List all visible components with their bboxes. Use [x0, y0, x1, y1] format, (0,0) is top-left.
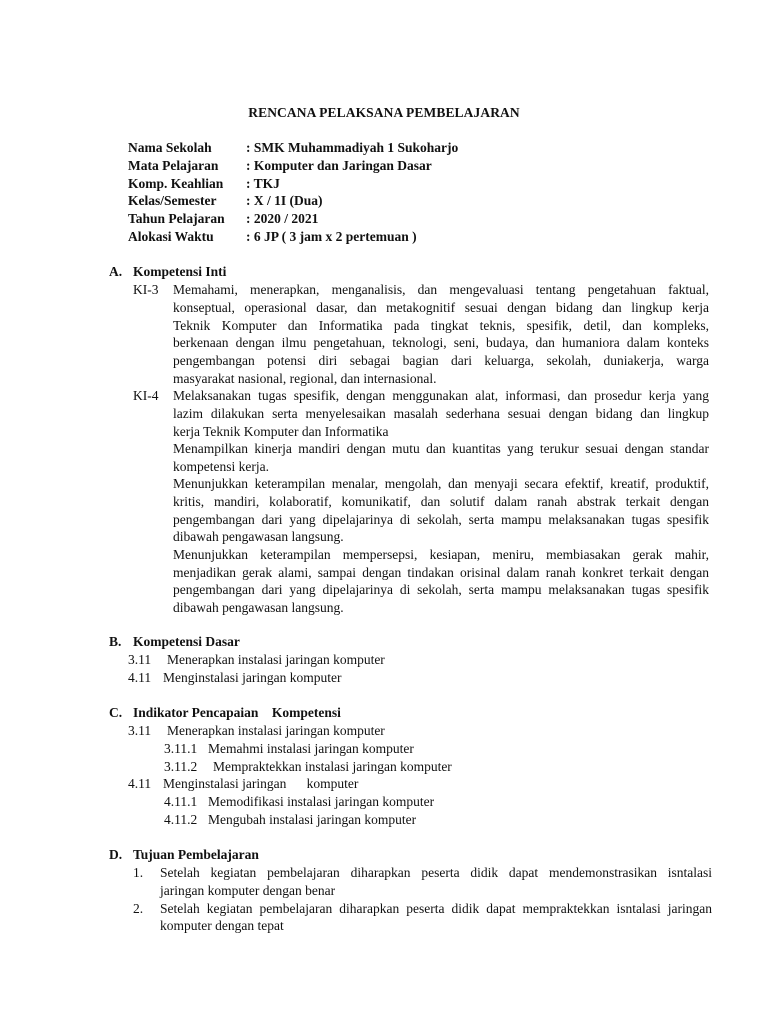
ki4-line: menjadikan gerak alami, sampai dengan tindakan orisinal dalam ranah konkret terkait dengan [173, 565, 709, 580]
indicator-text: Mengubah instalasi jaringan komputer [208, 812, 417, 827]
identity-value: : 6 JP ( 3 jam x 2 pertemuan ) [246, 229, 417, 244]
ki4-line: pengembangan dari yang dipelajarinya di sekolah, serta mampu melaksanakan tugas spesifik [173, 512, 709, 527]
section-title: Indikator Pencapaian Kompetensi [133, 705, 341, 720]
ki4-line: Menampilkan kinerja mandiri dengan mutu dan kuantitas yang terukur sesuai dengan standar [173, 441, 709, 456]
objective-number: 2. [133, 901, 144, 916]
ki4-line: Melaksanakan tugas spesifik, dengan menggunakan alat, informasi, dan prosedur kerja yang [173, 388, 709, 403]
ki3-label: KI-3 [133, 282, 159, 297]
ki3-line: pengembangan potensi diri sebagai bagian dari keluarga, sekolah, duniakerja, warga [173, 353, 709, 368]
document-title: RENCANA PELAKSANA PEMBELAJARAN [248, 105, 520, 120]
ki4-line: dibawah pengawasan langsung. [173, 529, 344, 544]
indicator-number: 4.11.2 [164, 812, 198, 827]
indicator-number: 3.11 [128, 723, 152, 738]
ki4-line: kompetensi kerja. [173, 459, 269, 474]
kd-number: 4.11 [128, 670, 152, 685]
indicator-text: Memodifikasi instalasi jaringan komputer [208, 794, 435, 809]
ki4-line: dibawah pengawasan langsung. [173, 600, 344, 615]
identity-label: Alokasi Waktu [128, 229, 214, 244]
section-letter: A. [109, 264, 123, 279]
kd-number: 3.11 [128, 652, 152, 667]
objective-line: Setelah kegiatan pembelajaran diharapkan peserta didik dapat mempraktekkan isntalasi jaringan [160, 901, 712, 916]
indicator-number: 3.11.1 [164, 741, 198, 756]
section-title: Kompetensi Dasar [133, 634, 240, 649]
section-title: Kompetensi Inti [133, 264, 227, 279]
indicator-text: Menginstalasi jaringan komputer [163, 776, 359, 791]
indicator-number: 4.11 [128, 776, 152, 791]
section-title: Tujuan Pembelajaran [133, 847, 259, 862]
identity-value: : X / 1I (Dua) [246, 193, 323, 208]
section-letter: D. [109, 847, 123, 862]
objective-line: Setelah kegiatan pembelajaran diharapkan peserta didik dapat mendemonstrasikan isntalasi [160, 865, 712, 880]
identity-label: Nama Sekolah [128, 140, 212, 155]
ki3-line: Memahami, menerapkan, menganalisis, dan mengevaluasi tentang pengetahuan faktual, [173, 282, 709, 297]
objective-line: jaringan komputer dengan benar [160, 883, 336, 898]
indicator-number: 3.11.2 [164, 759, 198, 774]
indicator-number: 4.11.1 [164, 794, 198, 809]
section-letter: B. [109, 634, 122, 649]
identity-value: : TKJ [246, 176, 280, 191]
objective-number: 1. [133, 865, 144, 880]
identity-label: Komp. Keahlian [128, 176, 224, 191]
indicator-text: Memahmi instalasi jaringan komputer [208, 741, 414, 756]
identity-value: : 2020 / 2021 [246, 211, 319, 226]
section-letter: C. [109, 705, 123, 720]
identity-label: Tahun Pelajaran [128, 211, 225, 226]
identity-label: Kelas/Semester [128, 193, 217, 208]
ki3-line: Teknik Komputer dan Informatika pada tingkat teknis, spesifik, detil, dan kompleks, [173, 318, 709, 333]
objective-line: komputer dengan tepat [160, 918, 284, 933]
ki4-line: Menunjukkan keterampilan mempersepsi, kesiapan, meniru, membiasakan gerak mahir, [173, 547, 709, 562]
indicator-text: Mempraktekkan instalasi jaringan komputer [213, 759, 452, 774]
identity-value: : SMK Muhammadiyah 1 Sukoharjo [246, 140, 459, 155]
ki4-line: Menunjukkan keterampilan menalar, mengolah, dan menyaji secara efektif, kreatif, produktif, [173, 476, 709, 491]
kd-text: Menginstalasi jaringan komputer [163, 670, 342, 685]
identity-value: : Komputer dan Jaringan Dasar [246, 158, 432, 173]
indicator-text: Menerapkan instalasi jaringan komputer [167, 723, 385, 738]
ki4-line: kritis, mandiri, kolaboratif, komunikatif, dan solutif dalam ranah abstrak terkait dengan [173, 494, 709, 509]
ki3-line: masyarakat nasional, regional, dan internasional. [173, 371, 437, 386]
ki3-line: berkenaan dengan ilmu pengetahuan, teknologi, seni, budaya, dan humaniora dalam konteks [173, 335, 709, 350]
ki4-line: lazim dilakukan serta menyelesaikan masalah sederhana sesuai dengan bidang dan lingkup [173, 406, 709, 421]
ki4-line: pengembangan dari yang dipelajarinya di sekolah, serta mampu melaksanakan tugas spesifik [173, 582, 709, 597]
ki4-label: KI-4 [133, 388, 159, 403]
identity-label: Mata Pelajaran [128, 158, 219, 173]
kd-text: Menerapkan instalasi jaringan komputer [167, 652, 385, 667]
ki3-line: konseptual, operasional dasar, dan metakognitif sesuai dengan bidang dan lingkup kerja [173, 300, 709, 315]
ki4-line: kerja Teknik Komputer dan Informatika [173, 424, 389, 439]
